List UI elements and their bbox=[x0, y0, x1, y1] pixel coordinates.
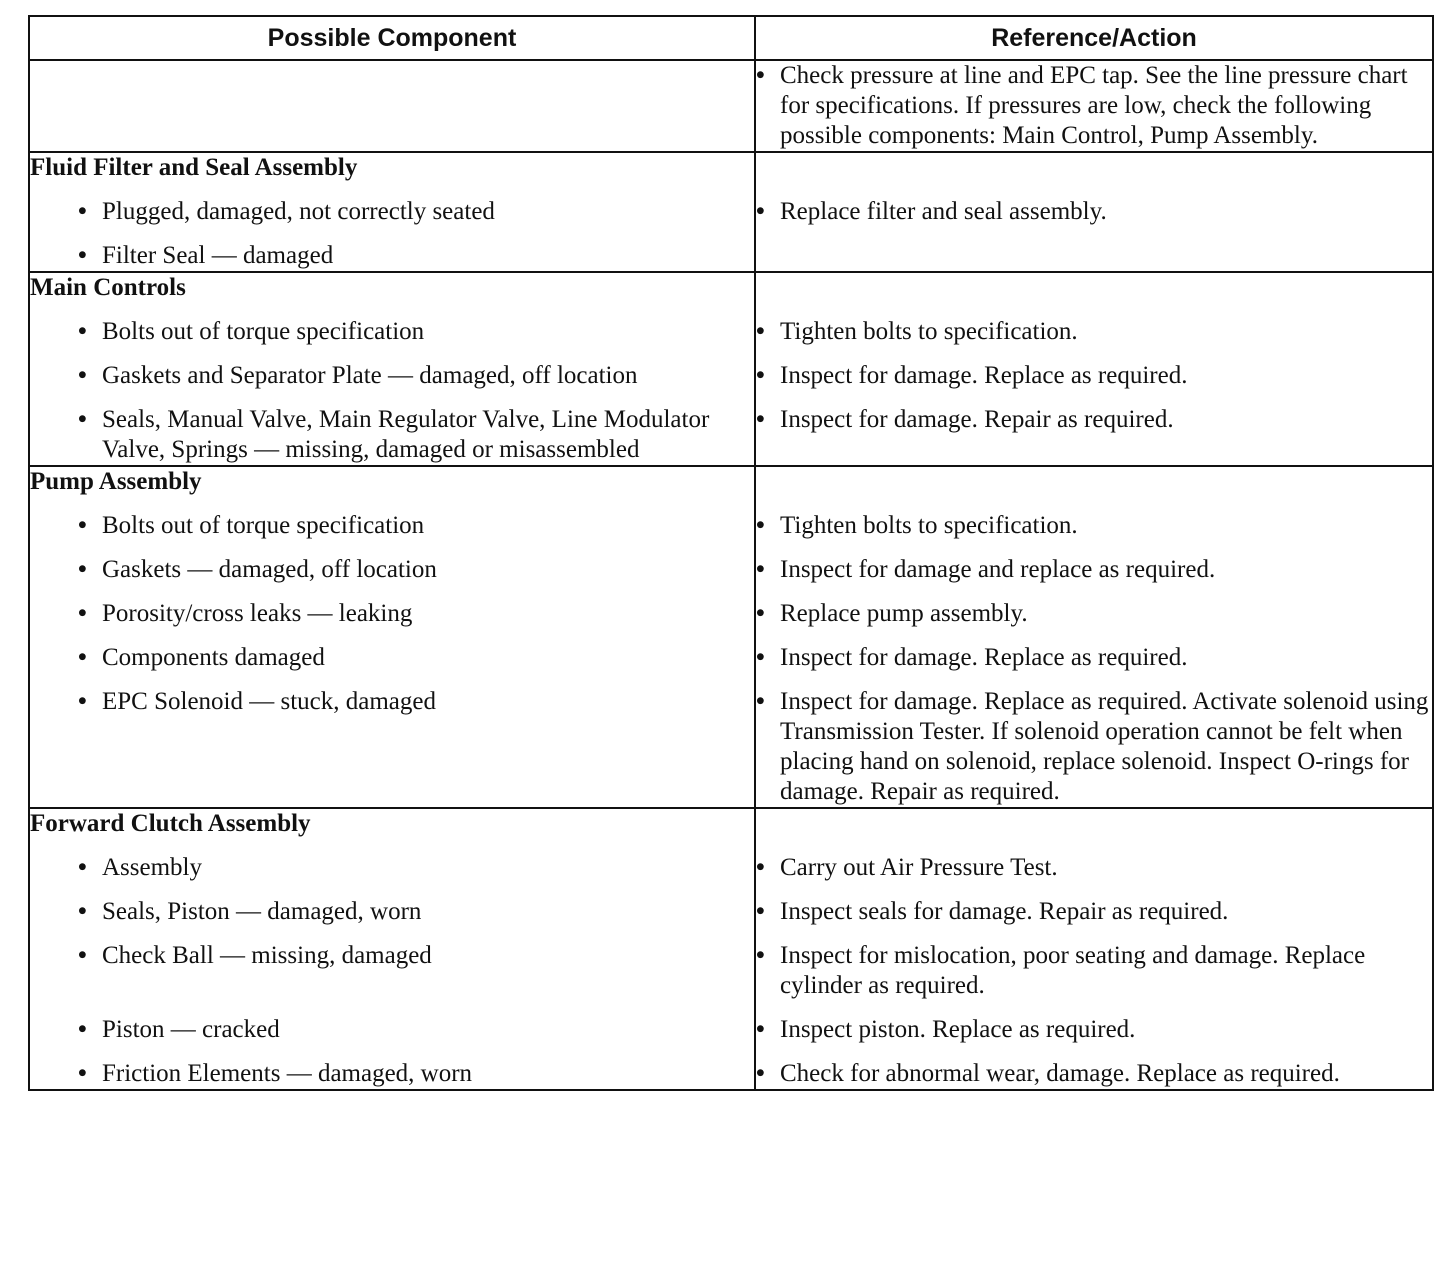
table-row bbox=[29, 272, 1433, 466]
action-item-text: Inspect piston. Replace as required. bbox=[780, 1016, 1136, 1043]
section-spacer bbox=[756, 809, 1432, 853]
action-item-text: Inspect for damage. Replace as required. Activate solenoid using Transmission Tester. If solenoid operation cannot be felt when placing hand on solenoid, replace solenoid. Inspect O-rings for damage. Repair as required. bbox=[780, 688, 1429, 805]
bullet-icon: • bbox=[78, 898, 87, 925]
component-item-text: Bolts out of torque specification bbox=[102, 318, 425, 345]
bullet-icon: • bbox=[756, 198, 765, 225]
bullet-icon: • bbox=[756, 688, 765, 715]
action-item-text: Inspect for damage. Replace as required. bbox=[780, 362, 1188, 389]
action-item bbox=[756, 61, 1432, 151]
component-item bbox=[30, 1015, 754, 1045]
action-item-text: Replace pump assembly. bbox=[780, 600, 1028, 627]
section-spacer bbox=[756, 467, 1432, 511]
component-item bbox=[30, 317, 754, 347]
action-item-text: Carry out Air Pressure Test. bbox=[780, 854, 1058, 881]
bullet-icon: • bbox=[756, 362, 765, 389]
reference-cell bbox=[755, 272, 1433, 466]
section-title: Pump Assembly bbox=[30, 468, 202, 495]
reference-cell bbox=[755, 60, 1433, 152]
component-item bbox=[30, 511, 754, 541]
component-cell bbox=[29, 152, 755, 272]
bullet-icon: • bbox=[78, 362, 87, 389]
bullet-icon: • bbox=[78, 242, 87, 269]
component-item-text: Components damaged bbox=[102, 644, 325, 671]
component-item-text: Check Ball — missing, damaged bbox=[102, 942, 432, 969]
header-reference-action: Reference/Action bbox=[755, 16, 1433, 60]
action-item bbox=[756, 197, 1432, 227]
component-item bbox=[30, 241, 754, 271]
section-spacer bbox=[756, 273, 1432, 317]
component-item bbox=[30, 599, 754, 629]
section-spacer bbox=[756, 153, 1432, 197]
component-cell bbox=[29, 808, 755, 1090]
bullet-icon: • bbox=[756, 600, 765, 627]
bullet-icon: • bbox=[756, 406, 765, 433]
bullet-icon: • bbox=[78, 318, 87, 345]
bullet-icon: • bbox=[756, 318, 765, 345]
action-item bbox=[756, 599, 1432, 629]
bullet-icon: • bbox=[78, 198, 87, 225]
bullet-icon: • bbox=[756, 62, 765, 89]
action-item bbox=[756, 1059, 1432, 1089]
component-cell bbox=[29, 466, 755, 808]
table-row bbox=[29, 60, 1433, 152]
component-item-text: Assembly bbox=[102, 854, 202, 881]
bullet-icon: • bbox=[756, 1016, 765, 1043]
component-item bbox=[30, 197, 754, 227]
action-item bbox=[756, 361, 1432, 391]
action-item-text: Inspect for damage. Replace as required. bbox=[780, 644, 1188, 671]
action-item bbox=[756, 687, 1432, 807]
bullet-icon: • bbox=[756, 556, 765, 583]
table-row bbox=[29, 466, 1433, 808]
reference-cell bbox=[755, 808, 1433, 1090]
action-item-text: Inspect for damage and replace as required. bbox=[780, 556, 1216, 583]
action-item bbox=[756, 405, 1432, 465]
action-item-text: Inspect seals for damage. Repair as required. bbox=[780, 898, 1229, 925]
component-item-text: Bolts out of torque specification bbox=[102, 512, 425, 539]
action-item bbox=[756, 1015, 1432, 1045]
component-item bbox=[30, 941, 754, 1001]
bullet-icon: • bbox=[78, 600, 87, 627]
reference-cell bbox=[755, 152, 1433, 272]
action-item bbox=[756, 511, 1432, 541]
header-possible-component: Possible Component bbox=[29, 16, 755, 60]
component-item-text: Filter Seal — damaged bbox=[102, 242, 334, 269]
section-title: Fluid Filter and Seal Assembly bbox=[30, 154, 358, 181]
component-item bbox=[30, 405, 754, 465]
bullet-icon: • bbox=[78, 1016, 87, 1043]
bullet-icon: • bbox=[756, 898, 765, 925]
table-row bbox=[29, 152, 1433, 272]
reference-cell bbox=[755, 466, 1433, 808]
action-item-text: Check pressure at line and EPC tap. See the line pressure chart for specifications. If pressures are low, check the following possible components: Main Control, Pump Assembly. bbox=[780, 62, 1408, 149]
component-item bbox=[30, 853, 754, 883]
component-item-text: Plugged, damaged, not correctly seated bbox=[102, 198, 495, 225]
action-item bbox=[756, 555, 1432, 585]
action-item-text: Tighten bolts to specification. bbox=[780, 318, 1078, 345]
component-item bbox=[30, 1059, 754, 1089]
action-item-text: Tighten bolts to specification. bbox=[780, 512, 1078, 539]
component-cell bbox=[29, 60, 755, 152]
component-item bbox=[30, 897, 754, 927]
component-item bbox=[30, 555, 754, 585]
component-item-text: Porosity/cross leaks — leaking bbox=[102, 600, 413, 627]
bullet-icon: • bbox=[78, 854, 87, 881]
bullet-icon: • bbox=[756, 644, 765, 671]
action-item bbox=[756, 643, 1432, 673]
bullet-icon: • bbox=[78, 406, 87, 433]
action-item bbox=[756, 317, 1432, 347]
component-item bbox=[30, 643, 754, 673]
component-item-text: Friction Elements — damaged, worn bbox=[102, 1060, 473, 1087]
bullet-icon: • bbox=[78, 644, 87, 671]
action-item-text: Check for abnormal wear, damage. Replace as required. bbox=[780, 1060, 1340, 1087]
action-item-text: Replace filter and seal assembly. bbox=[780, 198, 1107, 225]
component-item bbox=[30, 687, 754, 807]
bullet-icon: • bbox=[78, 942, 87, 969]
component-item-text: Seals, Piston — damaged, worn bbox=[102, 898, 422, 925]
bullet-icon: • bbox=[756, 942, 765, 969]
action-item-text: Inspect for mislocation, poor seating and damage. Replace cylinder as required. bbox=[780, 942, 1366, 999]
action-item bbox=[756, 897, 1432, 927]
bullet-icon: • bbox=[78, 512, 87, 539]
action-item bbox=[756, 941, 1432, 1001]
component-item bbox=[30, 361, 754, 391]
bullet-icon: • bbox=[78, 688, 87, 715]
bullet-icon: • bbox=[756, 1060, 765, 1087]
header-row bbox=[29, 16, 1433, 60]
component-item-text: Seals, Manual Valve, Main Regulator Valve, Line Modulator Valve, Springs — missing, damaged or misassembled bbox=[102, 406, 710, 463]
component-item-text: EPC Solenoid — stuck, damaged bbox=[102, 688, 436, 715]
component-item-text: Gaskets — damaged, off location bbox=[102, 556, 437, 583]
bullet-icon: • bbox=[756, 854, 765, 881]
diagnosis-table bbox=[28, 15, 1434, 1091]
bullet-icon: • bbox=[78, 1060, 87, 1087]
bullet-icon: • bbox=[756, 512, 765, 539]
section-title: Main Controls bbox=[30, 274, 186, 301]
action-item-text: Inspect for damage. Repair as required. bbox=[780, 406, 1174, 433]
component-item-text: Gaskets and Separator Plate — damaged, off location bbox=[102, 362, 638, 389]
action-item bbox=[756, 853, 1432, 883]
component-item-text: Piston — cracked bbox=[102, 1016, 280, 1043]
section-title: Forward Clutch Assembly bbox=[30, 810, 311, 837]
table-row bbox=[29, 808, 1433, 1090]
component-cell bbox=[29, 272, 755, 466]
bullet-icon: • bbox=[78, 556, 87, 583]
